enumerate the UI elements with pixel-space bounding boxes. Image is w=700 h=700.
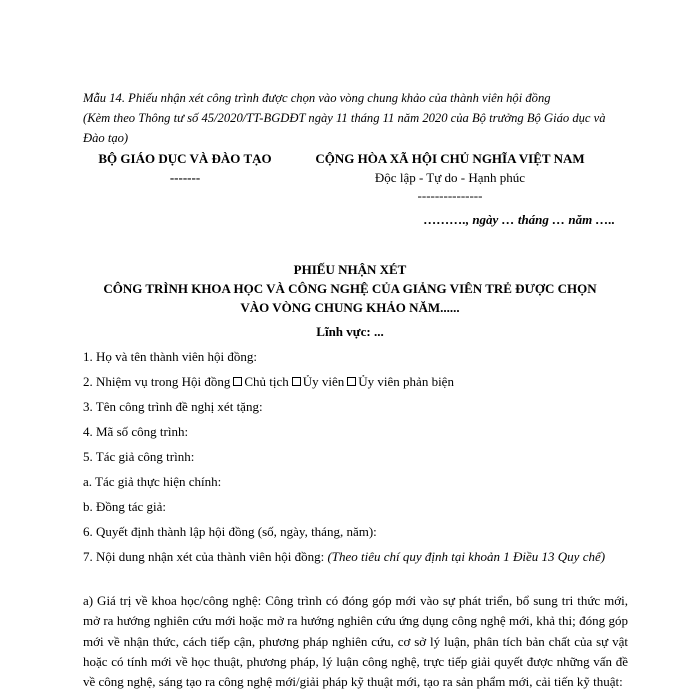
form-intro xyxy=(83,88,623,148)
form-attachment-note: (Kèm theo Thông tư số 45/2020/TT-BGDĐT ngày 11 tháng 11 năm 2020 của Bộ trưởng Bộ Giáo dục và Đào tạo) xyxy=(83,111,606,145)
council-role-label: 2. Nhiệm vụ trong Hội đồng xyxy=(83,374,231,389)
review-content-label: 7. Nội dung nhận xét của thành viên hội đồng: xyxy=(83,549,328,564)
document-title: PHIẾU NHẬN XÉT xyxy=(293,262,407,277)
field-line: Lĩnh vực: ... xyxy=(316,324,384,339)
option-chairman: Chủ tịch xyxy=(244,374,289,389)
item-work-code: 4. Mã số công trình: xyxy=(83,424,189,439)
option-reviewer: Ủy viên phản biện xyxy=(358,374,454,389)
national-motto: Độc lập - Tự do - Hạnh phúc xyxy=(374,170,526,185)
item-work-title: 3. Tên công trình đề nghị xét tặng: xyxy=(83,399,263,414)
item-co-authors: b. Đồng tác giả: xyxy=(83,499,167,514)
item-review-content xyxy=(83,547,628,567)
ministry-rule: ------- xyxy=(169,170,201,185)
document-subtitle-line1: CÔNG TRÌNH KHOA HỌC VÀ CÔNG NGHỆ CỦA GIẢNG VIÊN TRẺ ĐƯỢC CHỌN xyxy=(103,281,597,296)
item-member-name: 1. Họ và tên thành viên hội đồng: xyxy=(83,349,258,364)
motto-rule: --------------- xyxy=(417,188,483,203)
checkbox-reviewer[interactable] xyxy=(347,377,356,386)
item-main-author: a. Tác giả thực hiện chính: xyxy=(83,474,222,489)
paragraph-scientific-value: a) Giá trị về khoa học/công nghệ: Công trình có đóng góp mới vào sự phát triển, bổ sung tri thức mới, mở ra hướng nghiên cứu mới hoặc mở ra hướng nghiên cứu ứng dụng công nghệ mới, khả thi; đóng góp mới về nhận thức, cách tiếp cận, phương pháp nghiên cứu, cơ sở lý luận, phân tích bản chất của sự vật hoặc có tính mới về học thuật, phương pháp, lý luận công nghệ, trực tiếp giải quyết được những vấn đề về công nghệ, sáng tạo ra công nghệ mới/giải pháp kỹ thuật mới, tạo ra sản phẩm mới, cải tiến kỹ thuật: xyxy=(83,593,628,690)
document-subtitle-line2: VÀO VÒNG CHUNG KHẢO NĂM...... xyxy=(240,300,460,315)
item-council-decision: 6. Quyết định thành lập hội đồng (số, ngày, tháng, năm): xyxy=(83,524,377,539)
checkbox-chairman[interactable] xyxy=(233,377,242,386)
ministry-name: BỘ GIÁO DỤC VÀ ĐÀO TẠO xyxy=(98,151,272,166)
date-line: ………., ngày … tháng … năm ….. xyxy=(423,212,615,227)
option-member: Ủy viên xyxy=(302,374,345,389)
item-authors: 5. Tác giả công trình: xyxy=(83,449,195,464)
item-council-role xyxy=(83,374,454,390)
form-title: Mẫu 14. Phiếu nhận xét công trình được chọn vào vòng chung khảo của thành viên hội đồng xyxy=(83,91,551,105)
review-content-note: (Theo tiêu chí quy định tại khoản 1 Điều 13 Quy chế) xyxy=(327,549,606,564)
checkbox-member[interactable] xyxy=(292,377,301,386)
country-name: CỘNG HÒA XÃ HỘI CHỦ NGHĨA VIỆT NAM xyxy=(315,151,585,166)
